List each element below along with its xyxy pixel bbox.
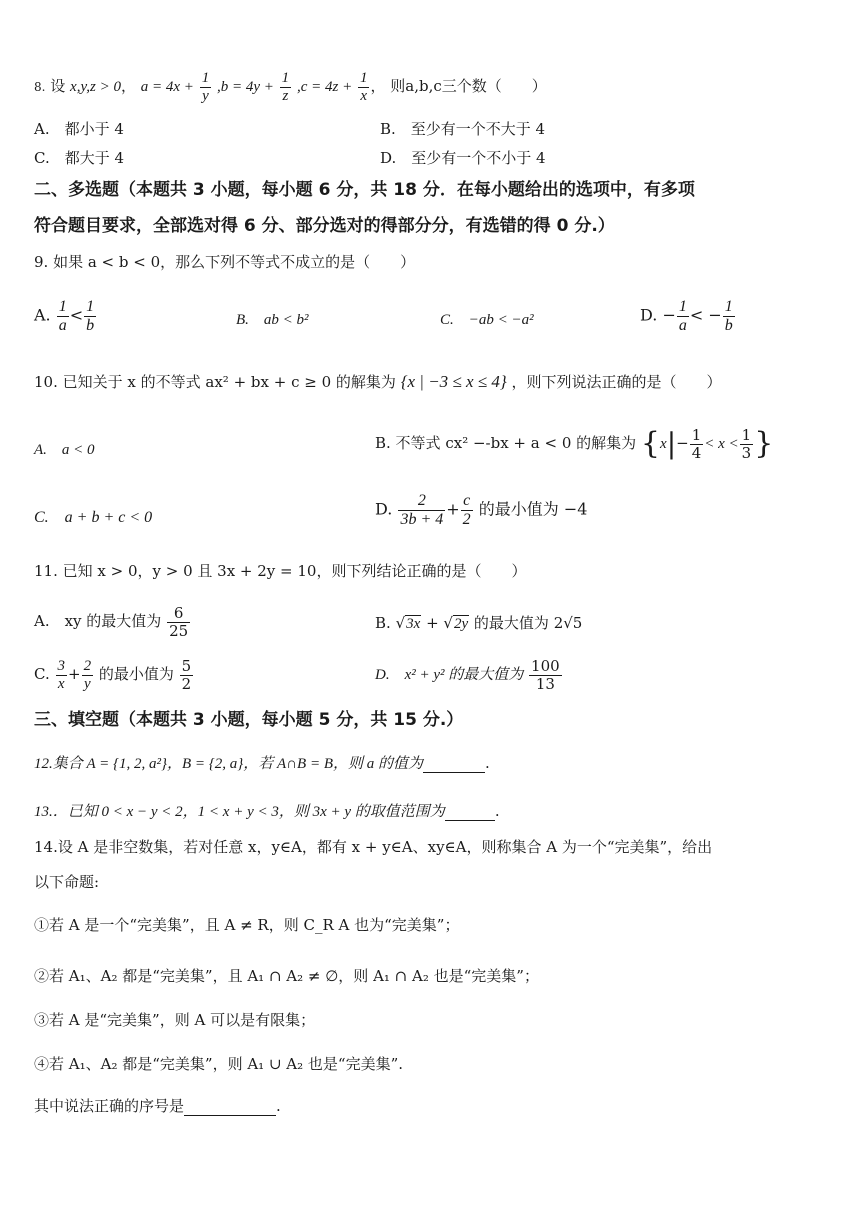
- q11-d-frac: [529, 658, 562, 692]
- q10-option-b: B. 不等式 cx² −-bx + a < 0 的解集为 {x|− $\frac{1}{4}$ < x < $\frac{1}{3}$ }: [375, 426, 774, 462]
- q10-b-frac-right: [740, 427, 754, 461]
- section3-title: 三、填空题（本题共 3 小题，每小题 5 分，共 15 分.）: [34, 710, 464, 730]
- q12-tail: .: [484, 754, 490, 772]
- q14-proposition-1: ①若 A 是一个“完美集”，且 A ≠ R，则 C_R A 也为“完美集”；: [34, 916, 460, 934]
- q10-b-frac-right-den: 3: [741, 443, 752, 462]
- q14-final: [34, 1097, 281, 1116]
- q11-c-frac1: [56, 658, 68, 692]
- q11-d-frac-num: 100: [531, 657, 560, 675]
- q11-stem: 11. 已知 x > 0，y > 0 且 3x + 2y = 10，则下列结论正确的是（ ）: [34, 562, 527, 580]
- q11-option-c-label: C.: [34, 665, 50, 683]
- q11-option-d-pre: D. x² + y² 的最大值为: [375, 667, 524, 683]
- q8-frac-x-num: 1: [359, 70, 368, 86]
- q11-option-b-post: 的最大值为 2√5: [473, 614, 583, 632]
- q9-d-frac-left-num: 1: [678, 298, 687, 315]
- q8-stem-post: 则a,b,c三个数（ ）: [390, 77, 547, 95]
- q8-stem: 8. 设 x,y,z > 0， a = 4x + $\frac{1}{y}$ ,b = 4y + $\frac{1}{z}$ ,c = 4z + $\frac{1}{x}$ ， 则a,b,c三个数（ ）: [34, 70, 547, 104]
- q8-frac-x: [358, 70, 370, 104]
- q10-stem: [34, 372, 721, 392]
- q10-d-frac-left: [398, 492, 445, 528]
- q13-stem: [34, 802, 500, 821]
- q14-final-text: 其中说法正确的序号是: [34, 1097, 185, 1115]
- q9-d-frac-right: [723, 298, 735, 334]
- q11-b-sqrt1: 3x: [406, 616, 421, 632]
- q11-option-b-pre: B.: [375, 614, 391, 632]
- q10-option-d: [375, 492, 587, 528]
- q9-a-frac-left-num: 1: [58, 298, 67, 315]
- q8-frac-y-num: 1: [201, 70, 210, 86]
- q9-d-neg: −: [662, 305, 676, 325]
- q9-option-b: B. ab < b²: [236, 312, 309, 328]
- q9-stem: 9. 如果 a < b < 0，那么下列不等式不成立的是（ ）: [34, 253, 416, 271]
- q11-c-frac3-den: 2: [181, 674, 192, 693]
- q10-b-bar: |: [666, 427, 677, 461]
- q10-option-d-post: 的最小值为 −4: [478, 499, 588, 519]
- q13-text: 13.．已知 0 < x − y < 2，1 < x + y < 3，则 3x + y 的取值范围为: [34, 804, 445, 820]
- q9-a-frac-left-den: a: [58, 316, 67, 334]
- q11-option-d: [375, 658, 563, 692]
- q9-d-lt-neg: < −: [689, 305, 722, 325]
- q10-solution-set: {x | −3 ≤ x ≤ 4}: [400, 372, 507, 391]
- q9-option-d-label: D.: [640, 305, 658, 325]
- q14-answer-blank[interactable]: [184, 1097, 276, 1116]
- q14-tail: .: [276, 1097, 281, 1115]
- q9-a-frac-left: [57, 298, 69, 334]
- q10-option-c: C. a + b + c < 0: [34, 509, 153, 526]
- q11-a-frac-den: 25: [169, 621, 189, 640]
- q9-a-frac-right-den: b: [86, 316, 95, 334]
- q11-c-frac1-num: 3: [57, 658, 65, 674]
- q9-option-c: C. −ab < −a²: [440, 312, 534, 328]
- q10-d-frac-left-num: 2: [398, 492, 445, 511]
- q10-b-brace-left: {: [640, 426, 661, 461]
- q9-d-frac-left: [677, 298, 689, 334]
- q8-condition: x,y,z > 0: [70, 79, 121, 95]
- q11-c-frac1-den: x: [57, 675, 65, 692]
- q10-stem-post: ，则下列说法正确的是（ ）: [511, 373, 722, 391]
- q10-b-frac-left-den: 4: [691, 443, 702, 462]
- q14-proposition-3: ③若 A 是“完美集”，则 A 可以是有限集；: [34, 1011, 316, 1029]
- q9-d-frac-left-den: a: [678, 316, 687, 334]
- q8-a-expr: a = 4x +: [140, 79, 194, 95]
- q8-c-expr: ,c = 4z +: [296, 79, 353, 95]
- section2-title-line2: 符合题目要求，全部选对得 6 分、部分选对的得部分分，有选错的得 0 分.）: [34, 216, 615, 236]
- q10-d-frac-right-num: c: [461, 492, 473, 511]
- q8-option-a: A. 都小于 4: [34, 120, 124, 138]
- q9-a-lt: <: [69, 305, 84, 325]
- q8-frac-y: [200, 70, 212, 104]
- q9-a-frac-right: [84, 298, 96, 334]
- q11-option-c: C. $\frac{3}{x}$ + $\frac{2}{y}$ 的最小值为 $\frac{5}{2}$: [34, 657, 192, 693]
- q14-proposition-4: ④若 A₁、A₂ 都是“完美集”，则 A₁ ∪ A₂ 也是“完美集”.: [34, 1055, 404, 1073]
- q10-option-a: A. a < 0: [34, 442, 95, 458]
- q10-d-frac-left-den: 3b + 4: [400, 510, 444, 528]
- q11-c-frac3-num: 5: [181, 657, 192, 675]
- q11-c-frac3: [180, 658, 194, 692]
- q11-c-frac2-den: y: [83, 675, 91, 692]
- q10-b-brace-right: }: [754, 426, 774, 461]
- q11-b-sqrt2: 2y: [453, 616, 469, 632]
- q11-option-b: B. √3x + √2y 的最大值为 2√5: [375, 614, 583, 632]
- q8-frac-x-den: x: [360, 87, 368, 104]
- q9-d-frac-right-num: 1: [724, 298, 733, 315]
- q8-frac-z-num: 1: [281, 70, 290, 86]
- q12-stem: [34, 754, 490, 773]
- q12-text: 12.集合 A = {1, 2, a²}，B = {2, a}，若 A∩B = B，则 a 的值为: [34, 756, 423, 772]
- q11-option-a: [34, 605, 191, 639]
- q8-option-b: B. 至少有一个不大于 4: [380, 120, 546, 138]
- q8-option-c: C. 都大于 4: [34, 149, 125, 167]
- q11-option-c-mid: 的最小值为: [98, 665, 174, 683]
- q10-b-frac-left-num: 1: [691, 426, 702, 444]
- q13-tail: .: [494, 802, 500, 820]
- q10-b-frac-left: [690, 427, 704, 461]
- q10-d-frac-right-den: 2: [462, 510, 471, 528]
- q14-proposition-2: ②若 A₁、A₂ 都是“完美集”，且 A₁ ∩ A₂ ≠ ∅，则 A₁ ∩ A₂ 也是“完美集”；: [34, 967, 539, 985]
- q11-option-a-pre: A. xy 的最大值为: [34, 612, 162, 630]
- q13-answer-blank[interactable]: [445, 802, 495, 821]
- q10-b-var-x: x: [660, 436, 667, 452]
- q9-option-a: [34, 298, 97, 334]
- q12-answer-blank[interactable]: [423, 754, 485, 773]
- q8-frac-z: [280, 70, 292, 104]
- q11-a-frac: [167, 605, 190, 639]
- q8-option-d: D. 至少有一个不小于 4: [380, 149, 546, 167]
- q8-frac-y-den: y: [202, 87, 209, 104]
- q14-line1: 14.设 A 是非空数集，若对任意 x，y∈A，都有 x + y∈A、xy∈A，则称集合 A 为一个“完美集”，给出: [34, 838, 713, 856]
- q10-b-frac-right-num: 1: [741, 426, 752, 444]
- q8-b-expr: ,b = 4y +: [216, 79, 274, 95]
- q9-d-frac-right-den: b: [724, 316, 733, 334]
- q10-option-d-label: D.: [375, 499, 393, 519]
- q8-stem-pre: 设: [50, 77, 66, 95]
- q10-stem-pre: 10. 已知关于 x 的不等式 ax² + bx + c ≥ 0 的解集为: [34, 373, 396, 391]
- q11-a-frac-num: 6: [167, 605, 190, 623]
- q11-c-frac2-num: 2: [83, 658, 92, 674]
- q9-option-a-label: A.: [34, 305, 51, 325]
- q10-d-frac-right: [461, 492, 473, 528]
- q14-line2: 以下命题:: [34, 873, 100, 891]
- q10-d-plus: +: [446, 499, 460, 519]
- section2-title-line1: 二、多选题（本题共 3 小题，每小题 6 分，共 18 分．在每小题给出的选项中，有多项: [34, 180, 695, 200]
- q11-c-frac2: [82, 658, 94, 692]
- q10-b-mid: < x <: [704, 436, 739, 452]
- q9-option-d: [640, 298, 736, 334]
- q9-a-frac-right-num: 1: [86, 298, 95, 315]
- q10-option-b-pre: B. 不等式 cx² −-bx + a < 0 的解集为: [375, 434, 637, 452]
- q11-d-frac-den: 13: [535, 674, 555, 693]
- q8-number: 8.: [34, 80, 46, 94]
- q8-frac-z-den: z: [282, 87, 289, 104]
